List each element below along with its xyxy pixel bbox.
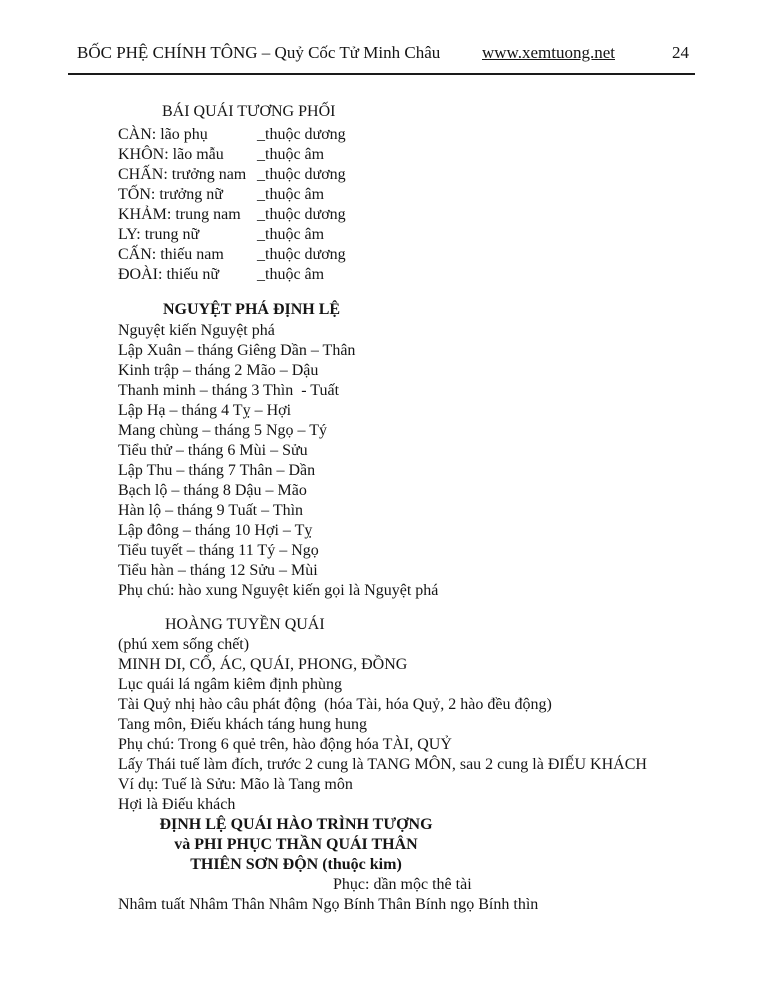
section-title-bai-quai: BÁI QUÁI TƯƠNG PHỐI	[162, 103, 336, 120]
trigram-row	[118, 125, 718, 145]
website-link[interactable]: www.xemtuong.net	[482, 43, 615, 62]
trigram-polarity: _thuộc dương	[257, 166, 346, 183]
text-line: Tang môn, Điếu khách táng hung hung	[118, 716, 368, 733]
trigram-row	[118, 245, 718, 265]
page-number: 24	[672, 43, 689, 62]
trigram-name: CHẤN: trưởng nam	[118, 166, 247, 183]
section-heading-dinh-le	[118, 815, 474, 875]
trigram-name: KHÔN: lão mẫu	[118, 146, 224, 163]
header-divider	[68, 73, 695, 75]
trigram-polarity: _thuộc âm	[257, 186, 325, 203]
trigram-row	[118, 225, 718, 245]
trigram-polarity: _thuộc âm	[257, 266, 325, 283]
heading-line: và PHI PHỤC THẦN QUÁI THÂN	[174, 836, 418, 853]
section-title-nguyet-pha: NGUYỆT PHÁ ĐỊNH LỆ	[163, 301, 341, 318]
document-header-title: BỐC PHỆ CHÍNH TÔNG – Quỷ Cốc Tử Minh Châu	[77, 43, 441, 62]
text-line: Hàn lộ – tháng 9 Tuất – Thìn	[118, 502, 304, 519]
document-body	[118, 102, 718, 915]
trigram-polarity: _thuộc dương	[257, 206, 346, 223]
trigram-polarity: _thuộc âm	[257, 226, 325, 243]
trigram-name: CẤN: thiếu nam	[118, 246, 224, 263]
text-line: Lục quái lá ngâm kiêm định phùng	[118, 676, 342, 693]
trigram-name: LY: trung nữ	[118, 226, 200, 243]
trigram-name: ĐOÀI: thiếu nữ	[118, 266, 220, 283]
section-title-hoang-tuyen: HOÀNG TUYỀN QUÁI	[165, 616, 325, 633]
text-line: Lập Thu – tháng 7 Thân – Dần	[118, 462, 316, 479]
text-line: Ví dụ: Tuế là Sửu: Mão là Tang môn	[118, 776, 353, 793]
text-line: (phú xem sống chết)	[118, 636, 250, 653]
trigram-name: KHẢM: trung nam	[118, 206, 241, 223]
text-line: Lập Hạ – tháng 4 Tỵ – Hợi	[118, 402, 292, 419]
text-line: Nguyệt kiến Nguyệt phá	[118, 322, 275, 339]
trigram-row	[118, 265, 718, 285]
text-line: Tài Quỷ nhị hào câu phát động (hóa Tài, hóa Quỷ, 2 hào đều động)	[118, 696, 552, 713]
trigram-row	[118, 185, 718, 205]
text-line: Lấy Thái tuế làm đích, trước 2 cung là TANG MÔN, sau 2 cung là ĐIẾU KHÁCH	[118, 756, 647, 773]
heading-line: ĐỊNH LỆ QUÁI HÀO TRÌNH TƯỢNG	[159, 816, 433, 833]
text-line: Mang chùng – tháng 5 Ngọ – Tý	[118, 422, 328, 439]
text-line: Tiểu tuyết – tháng 11 Tý – Ngọ	[118, 542, 319, 559]
text-line: Bạch lộ – tháng 8 Dậu – Mão	[118, 482, 307, 499]
trigram-row	[118, 165, 718, 185]
phuc-note-line: Phục: dần mộc thê tài	[333, 876, 472, 893]
text-line: Kinh trập – tháng 2 Mão – Dậu	[118, 362, 319, 379]
text-line: MINH DI, CỔ, ÁC, QUÁI, PHONG, ĐỒNG	[118, 656, 408, 673]
text-line: Phụ chú: hào xung Nguyệt kiến gọi là Nguyệt phá	[118, 582, 439, 599]
text-line: Phụ chú: Trong 6 quẻ trên, hào động hóa TÀI, QUỶ	[118, 736, 452, 753]
text-line: Lập đông – tháng 10 Hợi – Tỵ	[118, 522, 313, 539]
heading-line: THIÊN SƠN ĐỘN (thuộc kim)	[190, 856, 402, 873]
trigram-polarity: _thuộc dương	[257, 126, 346, 143]
text-line: Tiểu thử – tháng 6 Mùi – Sửu	[118, 442, 308, 459]
trigram-polarity: _thuộc âm	[257, 146, 325, 163]
text-line: Tiểu hàn – tháng 12 Sửu – Mùi	[118, 562, 318, 579]
trigram-name: TỐN: trưởng nữ	[118, 186, 223, 203]
trigram-row	[118, 205, 718, 225]
text-line: Nhâm tuất Nhâm Thân Nhâm Ngọ Bính Thân Bính ngọ Bính thìn	[118, 896, 539, 913]
trigram-name: CÀN: lão phụ	[118, 126, 208, 143]
text-line: Thanh minh – tháng 3 Thìn - Tuất	[118, 382, 340, 399]
trigram-polarity: _thuộc dương	[257, 246, 346, 263]
text-line: Lập Xuân – tháng Giêng Dần – Thân	[118, 342, 356, 359]
text-line: Hợi là Điếu khách	[118, 796, 236, 813]
trigram-row	[118, 145, 718, 165]
